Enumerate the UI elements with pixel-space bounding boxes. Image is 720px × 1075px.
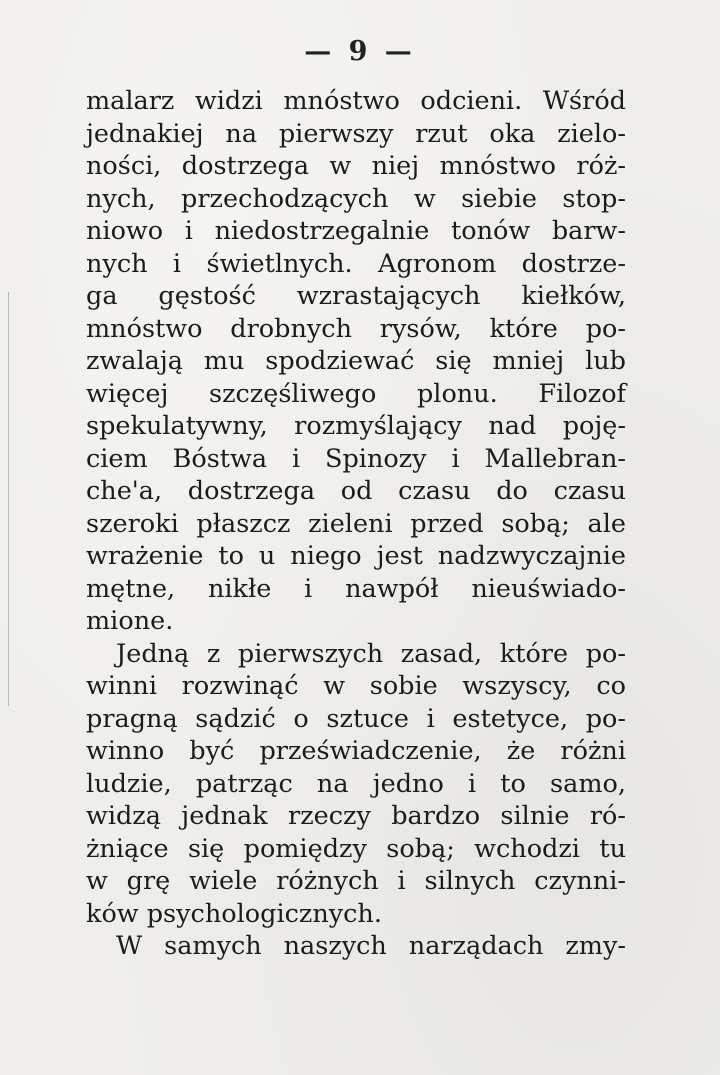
paragraph-3 bbox=[86, 930, 626, 963]
text-line: mętne, nikłe i nawpół nieuświado- bbox=[86, 573, 626, 604]
text-line: zwalają mu spodziewać się mniej lub bbox=[86, 346, 626, 376]
text-line: ności, dostrzega w niej mnóstwo róż- bbox=[86, 151, 626, 181]
text-line: mnóstwo drobnych rysów, które po- bbox=[86, 313, 626, 344]
text-line: pragną sądzić o sztuce i estetyce, po- bbox=[86, 703, 626, 734]
text-line: szeroki płaszcz zieleni przed sobą; ale bbox=[86, 508, 626, 539]
text-line: żniące się pomiędzy sobą; wchodzi tu bbox=[86, 833, 626, 864]
text-line: Jedną z pierwszych zasad, które po- bbox=[116, 638, 626, 669]
text-line: winno być przeświadczenie, że różni bbox=[86, 736, 626, 766]
text-line: w grę wiele różnych i silnych czynni- bbox=[86, 866, 626, 896]
text-line: winni rozwinąć w sobie wszyscy, co bbox=[86, 671, 626, 701]
text-line: niowo i niedostrzegalnie tonów barw- bbox=[86, 216, 626, 246]
text-line: che'a, dostrzega od czasu do czasu bbox=[86, 476, 626, 506]
text-line: nych i świetlnych. Agronom dostrze- bbox=[86, 248, 626, 279]
page-body-text bbox=[86, 85, 626, 963]
text-line: mione. bbox=[86, 606, 174, 636]
text-line: ga gęstość wzrastających kiełków, bbox=[86, 281, 626, 311]
text-line: W samych naszych narządach zmy- bbox=[116, 931, 626, 961]
paragraph-1 bbox=[86, 85, 626, 638]
text-line: jednakiej na pierwszy rzut oka zielo- bbox=[86, 118, 626, 149]
text-line: spekulatywny, rozmyślający nad poję- bbox=[86, 411, 626, 441]
paragraph-2 bbox=[86, 638, 626, 931]
text-line: ków psychologicznych. bbox=[86, 898, 382, 929]
page-number: — 9 — bbox=[304, 36, 416, 67]
text-line: widzą jednak rzeczy bardzo silnie ró- bbox=[86, 801, 626, 831]
text-line: malarz widzi mnóstwo odcieni. Wśród bbox=[86, 86, 626, 116]
text-line: więcej szczęśliwego plonu. Filozof bbox=[86, 378, 626, 409]
text-line: ciem Bóstwa i Spinozy i Mallebran- bbox=[86, 443, 626, 474]
text-line: wrażenie to u niego jest nadzwyczajnie bbox=[86, 541, 626, 571]
text-line: ludzie, patrząc na jedno i to samo, bbox=[86, 768, 626, 799]
text-line: nych, przechodzących w siebie stop- bbox=[86, 183, 626, 214]
margin-line bbox=[8, 292, 9, 706]
